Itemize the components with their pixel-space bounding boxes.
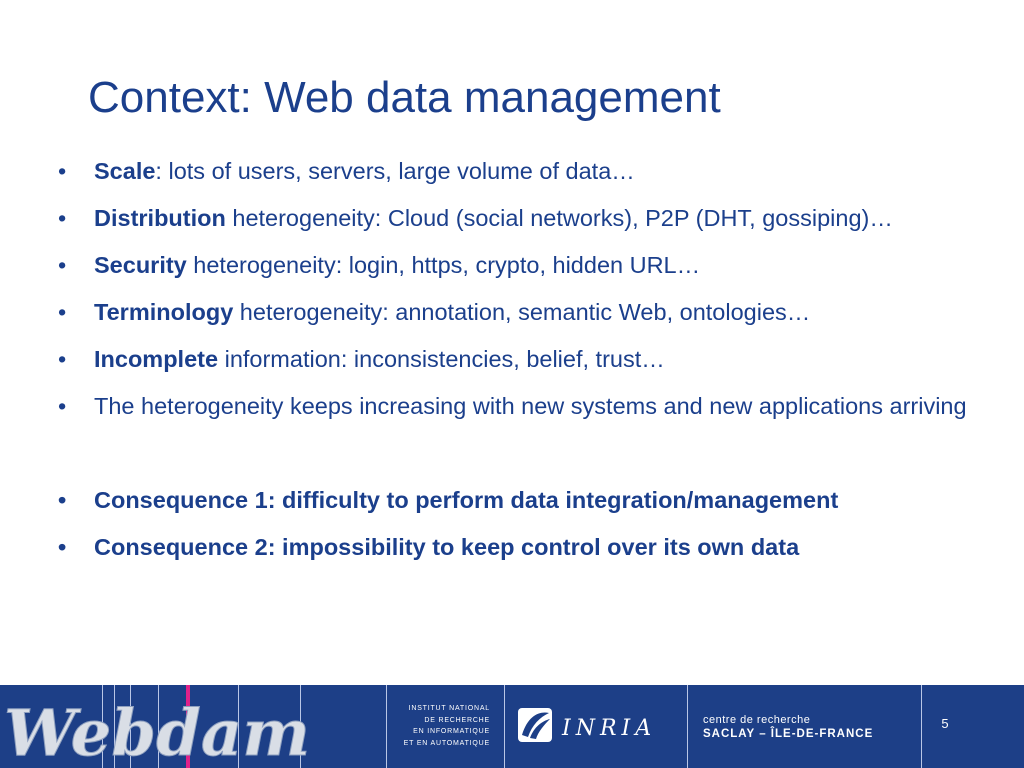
institute-line: ET EN AUTOMATIQUE — [403, 739, 490, 747]
bullet-text: heterogeneity: annotation, semantic Web, ontologies… — [233, 299, 811, 325]
bullet-marker: • — [58, 252, 67, 278]
bullet-item — [58, 344, 978, 375]
inria-logo — [518, 705, 678, 747]
centre-location: SACLAY – ÎLE-DE-FRANCE — [703, 728, 874, 740]
bullet-marker: • — [58, 346, 67, 372]
bullet-marker: • — [58, 299, 67, 325]
bullet-list — [58, 156, 978, 579]
consequence-item — [58, 532, 978, 563]
inria-emblem-icon — [518, 708, 552, 742]
institute-name — [395, 703, 490, 749]
webdam-logo — [0, 687, 311, 768]
bullet-marker: • — [58, 534, 67, 560]
footer-divider — [921, 685, 922, 768]
bullet-keyword: Distribution — [94, 205, 226, 231]
bullet-item — [58, 250, 978, 281]
bullet-keyword: Terminology — [94, 299, 234, 325]
bullet-text: heterogeneity: Cloud (social networks), P2P (DHT, gossiping)… — [225, 205, 893, 231]
footer-divider — [504, 685, 505, 768]
footer-divider — [386, 685, 387, 768]
institute-line: INSTITUT NATIONAL — [408, 705, 490, 712]
bullet-marker: • — [58, 487, 67, 513]
institute-line: DE RECHERCHE — [424, 716, 490, 724]
bullet-spacer — [58, 438, 978, 469]
bullet-text: : lots of users, servers, large volume of data… — [155, 158, 635, 184]
institute-line: EN INFORMATIQUE — [413, 728, 490, 735]
consequence-text: Consequence 2: impossibility to keep control over its own data — [94, 534, 800, 560]
bullet-keyword: Security — [94, 252, 187, 278]
slide-title: Context: Web data management — [88, 73, 721, 122]
bullet-item — [58, 203, 978, 234]
centre-line: centre de recherche — [703, 714, 811, 726]
consequence-text: Consequence 1: difficulty to perform data integration/management — [94, 487, 839, 513]
centre-label — [703, 714, 873, 742]
bullet-marker: • — [58, 393, 67, 419]
bullet-text: The heterogeneity keeps increasing with new systems and new applications arriving — [94, 393, 967, 419]
bullet-item — [58, 297, 978, 328]
bullet-text: heterogeneity: login, https, crypto, hidden URL… — [186, 252, 701, 278]
webdam-logo-text: Webdam — [4, 696, 311, 768]
bullet-keyword: Incomplete — [94, 346, 219, 372]
bullet-marker: • — [58, 158, 67, 184]
page-number: 5 — [941, 716, 949, 731]
inria-logo-text: INRIA — [562, 716, 657, 741]
bullet-text: information: inconsistencies, belief, trust… — [218, 346, 665, 372]
consequence-item — [58, 485, 978, 516]
bullet-item — [58, 156, 978, 187]
footer-divider — [687, 685, 688, 768]
bullet-marker: • — [58, 205, 67, 231]
footer-band — [0, 685, 1024, 768]
bullet-item — [58, 391, 978, 422]
bullet-keyword: Scale — [94, 158, 156, 184]
